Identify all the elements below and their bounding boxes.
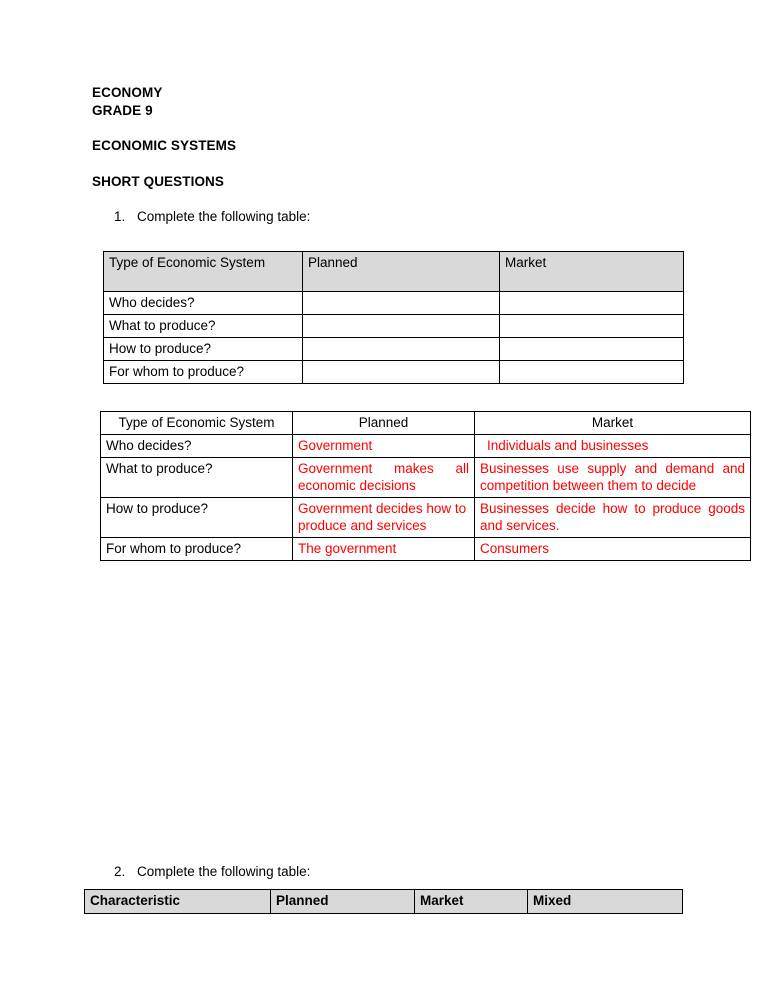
header-cell-mixed: Mixed xyxy=(528,890,683,914)
characteristic-comparison-table xyxy=(84,889,683,914)
header-cell-type: Type of Economic System xyxy=(104,252,303,292)
answer-planned: Government makes all economic decisions xyxy=(293,458,475,498)
blank-economic-systems-table xyxy=(103,251,684,384)
table-row xyxy=(104,361,684,384)
question-2-number: 2. xyxy=(114,864,126,879)
question-2-text: Complete the following table: xyxy=(137,864,311,879)
answer-planned: Government decides how to produce and services xyxy=(293,498,475,538)
cell-planned-blank[interactable] xyxy=(303,361,500,384)
answer-planned: Government xyxy=(293,435,475,458)
row-label: Who decides? xyxy=(104,292,303,315)
header-cell-planned: Planned xyxy=(271,890,415,914)
table-row xyxy=(104,292,684,315)
grade-title: GRADE 9 xyxy=(92,102,153,118)
row-label: For whom to produce? xyxy=(101,538,293,561)
answer-market: Businesses use supply and demand and competition between them to decide xyxy=(475,458,751,498)
answer-planned: The government xyxy=(293,538,475,561)
table-row xyxy=(101,458,751,498)
cell-market-blank[interactable] xyxy=(500,338,684,361)
table-header-row xyxy=(85,890,683,914)
header-cell-market: Market xyxy=(415,890,528,914)
table-row xyxy=(101,498,751,538)
row-label: Who decides? xyxy=(101,435,293,458)
answer-market: Individuals and businesses xyxy=(475,435,751,458)
row-label: What to produce? xyxy=(101,458,293,498)
row-label: How to produce? xyxy=(101,498,293,538)
document-heading xyxy=(92,84,692,190)
question-1 xyxy=(114,208,310,225)
header-cell-planned: Planned xyxy=(303,252,500,292)
cell-market-blank[interactable] xyxy=(500,361,684,384)
subject-title: ECONOMY xyxy=(92,85,163,100)
cell-planned-blank[interactable] xyxy=(303,338,500,361)
header-cell-market: Market xyxy=(500,252,684,292)
header-cell-planned: Planned xyxy=(293,412,475,435)
table-row xyxy=(104,338,684,361)
cell-market-blank[interactable] xyxy=(500,315,684,338)
table-header-row xyxy=(101,412,751,435)
table-header-row xyxy=(104,252,684,292)
row-label: How to produce? xyxy=(104,338,303,361)
section-title: SHORT QUESTIONS xyxy=(92,173,225,189)
table-row xyxy=(101,538,751,561)
cell-planned-blank[interactable] xyxy=(303,292,500,315)
table-row xyxy=(101,435,751,458)
cell-market-blank[interactable] xyxy=(500,292,684,315)
topic-title: ECONOMIC SYSTEMS xyxy=(92,138,237,153)
question-1-text: Complete the following table: xyxy=(137,209,311,224)
question-2 xyxy=(114,863,310,880)
header-cell-type: Type of Economic System xyxy=(101,412,293,435)
row-label: What to produce? xyxy=(104,315,303,338)
header-cell-characteristic: Characteristic xyxy=(85,890,271,914)
header-cell-market: Market xyxy=(475,412,751,435)
question-1-number: 1. xyxy=(114,209,126,224)
answer-market: Businesses decide how to produce goods and services. xyxy=(475,498,751,538)
cell-planned-blank[interactable] xyxy=(303,315,500,338)
answer-market: Consumers xyxy=(475,538,751,561)
table-row xyxy=(104,315,684,338)
row-label: For whom to produce? xyxy=(104,361,303,384)
answered-economic-systems-table xyxy=(100,411,751,561)
